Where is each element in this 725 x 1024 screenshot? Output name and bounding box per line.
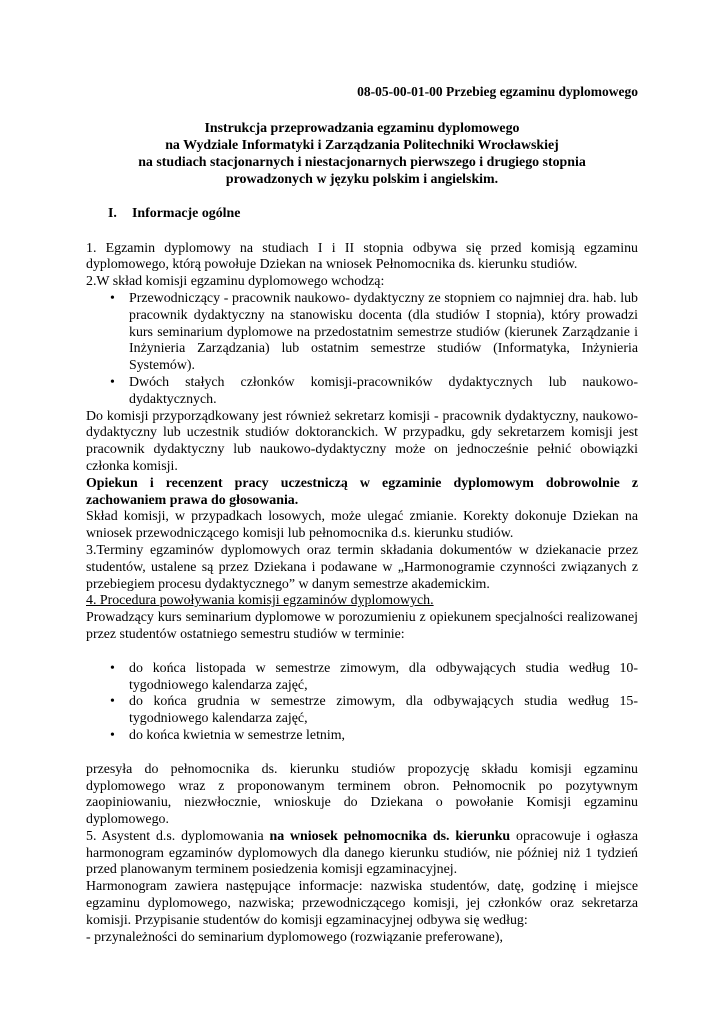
document-reference: 08-05-00-01-00 Przebieg egzaminu dyplomowego: [357, 84, 638, 99]
paragraph-1: 1. Egzamin dyplomowy na studiach I i II stopnia odbywa się przed komisją egzaminu dyplomowego, którą powołuje Dziekan na wniosek Pełnomocnika ds. kierunku studiów.: [86, 240, 638, 273]
paragraph-supervisor-bold: Opiekun i recenzent pracy uczestniczą w egzaminie dyplomowym dobrowolnie z zachowaniem prawa do głosowania.: [86, 475, 638, 508]
deadlines-list: [86, 661, 638, 745]
paragraph-5-bold: na wniosek pełnomocnika ds. kierunku: [269, 828, 511, 844]
paragraph-proposal: przesyła do pełnomocnika ds. kierunku studiów propozycję składu komisji egzaminu dyplomowego wraz z proponowanym terminem obron. Pełnomocnik po pozytywnym zaopiniowaniu, niezwłocznie, wnioskuje do Dziekana o powołanie Komisji egzaminu dyplomowego.: [86, 761, 638, 828]
paragraph-3: 3.Terminy egzaminów dyplomowych oraz termin składania dokumentów w dziekanacie przez studentów, ustalene są przez Dziekana i podawane w „Harmonogramie czynności związanych z przebiegiem procesu dydaktycznego” w danym semestrze akademickim.: [86, 542, 638, 592]
paragraph-seminar: Prowadzący kurs seminarium dyplomowe w porozumieniu z opiekunem specjalności realizowanej przez studentów ostatniego semestru studiów w terminie:: [86, 610, 638, 642]
list-item: • Przewodniczący - pracownik naukowo- dydaktyczny ze stopniem co najmniej dra. hab. lub pracownik dydaktyczny na stanowisku docenta (dla studiów I stopnia), który prowadzi kurs seminarium dyplomowe na przedostatnim semestrze studiów (kierunek Zarządzanie i Inżynieria Zarządzania) lub ostatnim semestrze studiów (Informatyka, Inżynieria Systemów).: [86, 291, 638, 375]
document-page: [86, 84, 638, 946]
section-heading: [108, 206, 638, 223]
paragraph-schedule: Harmonogram zawiera następujące informacje: nazwiska studentów, datę, godzinę i miejsce egzaminu dyplomowego, nazwiska; przewodniczącego komisji, jej członków oraz sekretarza komisji. Przypisanie studentów do komisji egzaminacyjnej odbywa się według:: [86, 879, 638, 928]
spacer: [86, 644, 638, 661]
paragraph-composition-change: Skład komisji, w przypadkach losowych, może ulegać zmianie. Korekty dokonuje Dziekan na wniosek przewodniczącego komisji lub pełnomocnika d.s. kierunku studiów.: [86, 509, 638, 542]
paragraph-4-heading: 4. Procedura powoływania komisji egzaminów dyplomowych.: [86, 593, 434, 609]
title-line: na Wydziale Informatyki i Zarządzania Politechniki Wrocławskiej: [165, 137, 559, 153]
paragraph-assignment: - przynależności do seminarium dyplomowego (rozwiązanie preferowane),: [86, 929, 503, 945]
document-title: [86, 120, 638, 188]
list-item: • Dwóch stałych członków komisji-pracowników dydaktycznych lub naukowo-dydaktycznych.: [86, 375, 638, 409]
paragraph-2: 2.W skład komisji egzaminu dyplomowego wchodzą:: [86, 274, 385, 290]
title-line: prowadzonych w języku polskim i angielskim.: [225, 171, 499, 187]
section-title: Informacje ogólne: [132, 205, 241, 221]
committee-composition-list: [86, 291, 638, 409]
list-item: • do końca listopada w semestrze zimowym, dla odbywających studia według 10-tygodniowego kalendarza zajęć,: [86, 661, 638, 695]
paragraph-5: [86, 829, 638, 879]
title-line: Instrukcja przeprowadzania egzaminu dyplomowego: [204, 120, 520, 136]
paragraph-secretary: Do komisji przyporządkowany jest również sekretarz komisji - pracownik dydaktyczny, naukowo-dydaktyczny lub uczestnik studiów doktoranckich. W przypadku, gdy sekretarzem komisji jest pracownik dydaktyczny lub naukowo-dydaktyczny może on jednocześnie pełnić obowiązki członka komisji.: [86, 408, 638, 474]
title-line: na studiach stacjonarnych i niestacjonarnych pierwszego i drugiego stopnia: [138, 154, 586, 170]
list-item: • do końca kwietnia w semestrze letnim,: [86, 728, 638, 745]
paragraph-5-end: opracowuje i ogłasza harmonogram egzaminów dyplomowych dla danego kierunku studiów, nie później niż 1 tydzień przed planowanym terminem posiedzenia komisji egzaminacyjnej.: [86, 828, 638, 878]
spacer: [86, 745, 638, 762]
paragraph-5-start: 5. Asystent d.s. dyplomowania: [86, 828, 264, 844]
section-number: I.: [108, 205, 117, 221]
list-item: • do końca grudnia w semestrze zimowym, dla odbywających studia według 15-tygodniowego kalendarza zajęć,: [86, 694, 638, 728]
